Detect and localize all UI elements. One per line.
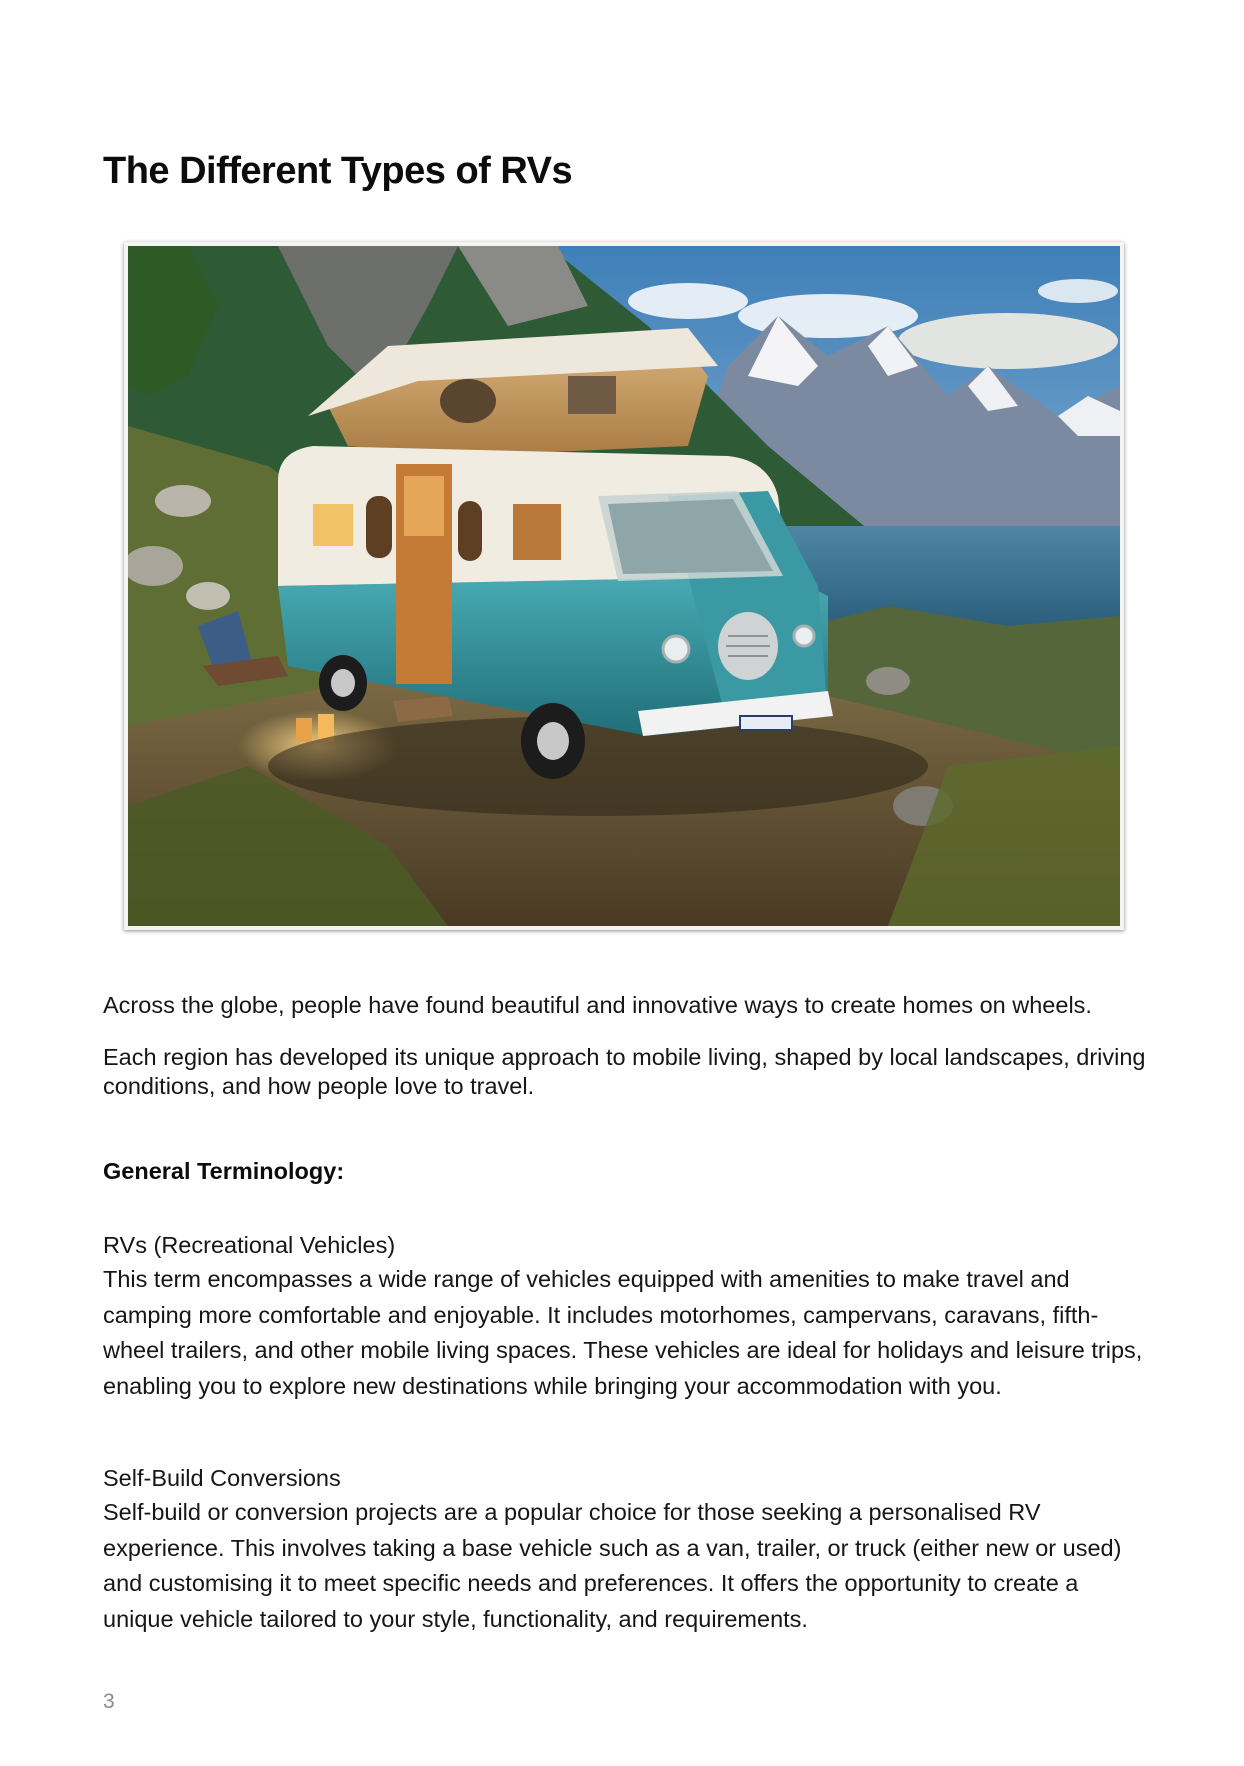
- page-number: 3: [103, 1690, 115, 1713]
- term-body-rvs: This term encompasses a wide range of vehicles equipped with amenities to make travel and camping more comfortable and enjoyable. It includes motorhomes, campervans, caravans, fifth-wheel trailers, and other mobile living spaces. These vehicles are ideal for holidays and leisure trips, enabling you to explore new destinations while bringing your accommodation with you.: [103, 1266, 1143, 1399]
- intro-paragraph-2: Each region has developed its unique approach to mobile living, shaped by local landscapes, driving conditions, and how people love to travel.: [103, 1044, 1146, 1099]
- hero-image-frame: [124, 242, 1124, 930]
- term-title-rvs: RVs (Recreational Vehicles): [103, 1232, 396, 1258]
- intro-paragraph-1: Across the globe, people have found beautiful and innovative ways to create homes on wheels.: [103, 992, 1092, 1018]
- page-title: The Different Types of RVs: [103, 150, 573, 192]
- terminology-heading: General Terminology:: [103, 1158, 345, 1184]
- term-title-self-build: Self-Build Conversions: [103, 1465, 341, 1491]
- campervan-photo: [128, 246, 1120, 926]
- term-body-self-build: Self-build or conversion projects are a popular choice for those seeking a personalised RV experience. This involves taking a base vehicle such as a van, trailer, or truck (either new or used) and customising it to meet specific needs and preferences. It offers the opportunity to create a unique vehicle tailored to your style, functionality, and requirements.: [103, 1499, 1122, 1632]
